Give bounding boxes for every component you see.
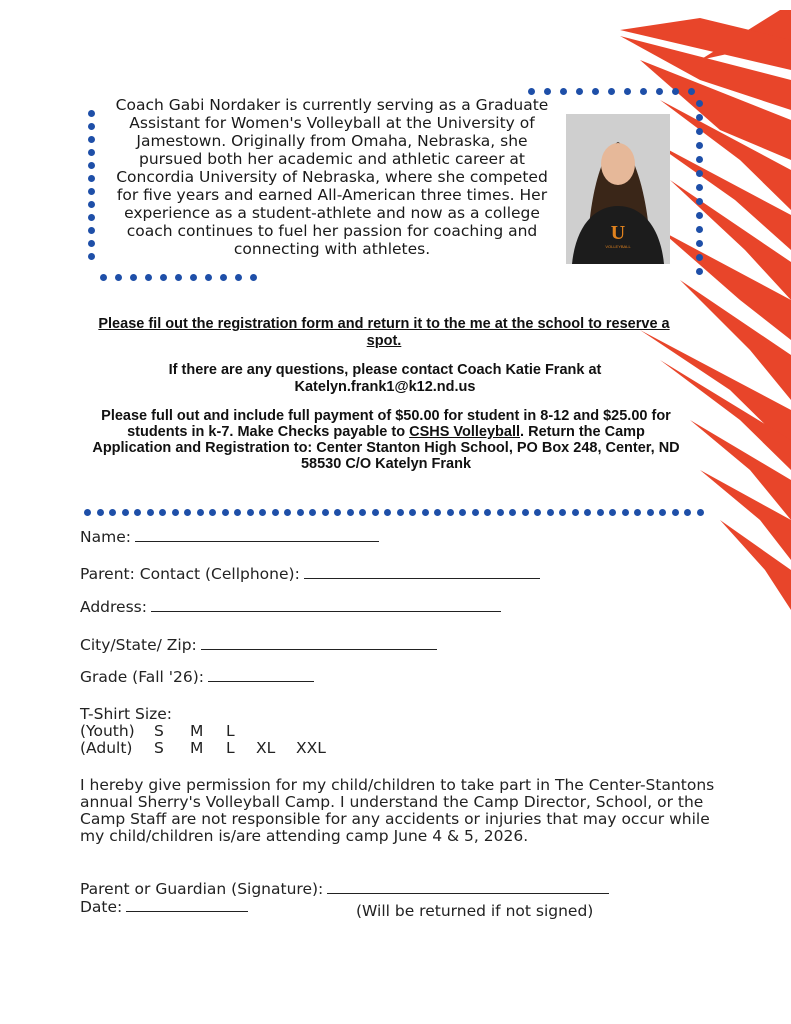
youth-sizes-row: [80, 723, 336, 740]
questions-contact: If there are any questions, please contact Coach Katie Frank at Katelyn.frank1@k12.nd.us: [168, 362, 602, 395]
divider-dot: [459, 509, 466, 516]
youth-label: (Youth): [80, 722, 135, 740]
frame-dot: [115, 274, 122, 281]
adult-size-xxl[interactable]: XXL: [296, 739, 326, 757]
returned-note: (Will be returned if not signed): [356, 902, 594, 920]
frame-dot: [696, 184, 703, 191]
address-field[interactable]: [80, 598, 501, 616]
frame-dot: [250, 274, 257, 281]
frame-dot: [592, 88, 599, 95]
adult-size-xl[interactable]: XL: [256, 739, 276, 757]
divider-dot: [522, 509, 529, 516]
divider-dot: [572, 509, 579, 516]
divider-dot: [634, 509, 641, 516]
frame-dot: [160, 274, 167, 281]
divider-dot: [434, 509, 441, 516]
fill-out-instruction: Please fil out the registration form and return it to the me at the school to reserve a spot.: [98, 316, 670, 349]
frame-dot: [190, 274, 197, 281]
divider-dot: [397, 509, 404, 516]
divider-dot: [359, 509, 366, 516]
frame-dot: [656, 88, 663, 95]
tshirt-size-label: T-Shirt Size:: [80, 705, 173, 723]
frame-dot: [696, 142, 703, 149]
frame-dot: [145, 274, 152, 281]
coach-photo: [566, 114, 670, 264]
divider-dot: [584, 509, 591, 516]
divider-dot: [172, 509, 179, 516]
divider-dot: [247, 509, 254, 516]
divider-dot: [272, 509, 279, 516]
frame-dot: [130, 274, 137, 281]
frame-dot: [100, 274, 107, 281]
youth-size-s[interactable]: S: [154, 722, 164, 740]
divider-dot: [447, 509, 454, 516]
city-state-zip-line[interactable]: [201, 637, 437, 650]
frame-dot: [88, 240, 95, 247]
signature-field[interactable]: [80, 880, 609, 898]
address-label: Address:: [80, 598, 147, 616]
frame-dot: [205, 274, 212, 281]
parent-contact-line[interactable]: [304, 566, 540, 579]
divider-dot: [684, 509, 691, 516]
divider-dot: [197, 509, 204, 516]
divider-dot: [622, 509, 629, 516]
divider-dot: [159, 509, 166, 516]
adult-sizes-row: [80, 740, 336, 757]
divider-dot: [184, 509, 191, 516]
name-label: Name:: [80, 528, 131, 546]
grade-line[interactable]: [208, 669, 314, 682]
frame-dot: [696, 156, 703, 163]
frame-dot: [88, 188, 95, 195]
adult-size-s[interactable]: S: [154, 739, 164, 757]
frame-dot: [624, 88, 631, 95]
frame-dot: [576, 88, 583, 95]
divider-dot: [297, 509, 304, 516]
divider-dot: [409, 509, 416, 516]
divider-dot: [209, 509, 216, 516]
frame-dot: [88, 149, 95, 156]
divider-dot: [384, 509, 391, 516]
frame-dot: [88, 253, 95, 260]
divider-dot: [672, 509, 679, 516]
grade-field[interactable]: [80, 668, 314, 686]
divider-dot: [697, 509, 704, 516]
frame-dot: [560, 88, 567, 95]
signature-label: Parent or Guardian (Signature):: [80, 880, 324, 898]
frame-dot: [88, 214, 95, 221]
frame-dot: [696, 254, 703, 261]
divider-dot: [372, 509, 379, 516]
divider-dot: [347, 509, 354, 516]
payment-payee: CSHS Volleyball: [409, 424, 521, 440]
divider-dot: [84, 509, 91, 516]
frame-dot: [696, 268, 703, 275]
divider-dot: [147, 509, 154, 516]
frame-dot: [640, 88, 647, 95]
divider-dot: [322, 509, 329, 516]
frame-dot: [88, 175, 95, 182]
payment-text-post: . Return the Camp Application and Registration to: Center Stanton High School, PO Box 248, Center, ND 58530 C/O Katelyn Frank: [92, 424, 680, 472]
divider-dot: [497, 509, 504, 516]
divider-dot: [284, 509, 291, 516]
frame-dot: [88, 162, 95, 169]
divider-dot: [309, 509, 316, 516]
divider-dot: [109, 509, 116, 516]
frame-dot: [220, 274, 227, 281]
frame-dot: [608, 88, 615, 95]
frame-dot: [235, 274, 242, 281]
divider-dot: [659, 509, 666, 516]
divider-dot: [134, 509, 141, 516]
signature-line[interactable]: [327, 881, 609, 894]
frame-dot: [696, 226, 703, 233]
frame-dot: [696, 170, 703, 177]
payment-instructions: [86, 408, 686, 472]
divider-dot: [509, 509, 516, 516]
date-label: Date:: [80, 898, 123, 916]
divider-dot: [597, 509, 604, 516]
name-field[interactable]: [80, 528, 379, 546]
grade-label: Grade (Fall '26):: [80, 668, 205, 686]
frame-dot: [175, 274, 182, 281]
frame-dot: [528, 88, 535, 95]
frame-dot: [696, 100, 703, 107]
divider-dot: [422, 509, 429, 516]
divider-dot: [97, 509, 104, 516]
youth-size-m[interactable]: M: [190, 722, 204, 740]
parent-contact-label: Parent: Contact (Cellphone):: [80, 565, 300, 583]
divider-dot: [222, 509, 229, 516]
adult-size-m[interactable]: M: [190, 739, 204, 757]
city-state-zip-field[interactable]: [80, 636, 437, 654]
divider-dot: [534, 509, 541, 516]
divider-dot: [234, 509, 241, 516]
divider-dot: [472, 509, 479, 516]
date-line[interactable]: [126, 899, 248, 912]
divider-dot: [259, 509, 266, 516]
frame-dot: [88, 227, 95, 234]
city-state-zip-label: City/State/ Zip:: [80, 636, 197, 654]
tshirt-size-section: [80, 706, 336, 757]
divider-dot: [484, 509, 491, 516]
parent-contact-field[interactable]: [80, 565, 540, 583]
frame-dot: [696, 198, 703, 205]
adult-label: (Adult): [80, 739, 133, 757]
frame-dot: [696, 128, 703, 135]
dotted-divider: [84, 509, 714, 519]
payment-text-pre: Please full out and include full payment of $50.00 for student in 8-12 and $25.00 for students in k-7. Make Checks payable to: [101, 408, 671, 440]
date-field[interactable]: [80, 898, 248, 916]
frame-dot: [544, 88, 551, 95]
frame-dot: [88, 123, 95, 130]
divider-dot: [547, 509, 554, 516]
frame-dot: [688, 88, 695, 95]
divider-dot: [609, 509, 616, 516]
permission-statement: I hereby give permission for my child/children to take part in The Center-Stantons annual Sherry's Volleyball Camp. I understand the Camp Director, School, or the Camp Staff are not responsible for any accidents or injuries that may occur while my child/children is/are attending camp June 4 & 5, 2026.: [80, 776, 715, 845]
youth-size-l[interactable]: L: [226, 722, 235, 740]
address-line[interactable]: [151, 599, 501, 612]
frame-dot: [696, 212, 703, 219]
adult-size-l[interactable]: L: [226, 739, 235, 757]
frame-dot: [88, 136, 95, 143]
divider-dot: [559, 509, 566, 516]
frame-dot: [696, 114, 703, 121]
frame-dot: [88, 110, 95, 117]
photo-logo: U: [610, 222, 626, 244]
frame-dot: [88, 201, 95, 208]
frame-dot: [672, 88, 679, 95]
photo-caption: VOLLEYBALL: [605, 244, 631, 249]
divider-dot: [647, 509, 654, 516]
divider-dot: [122, 509, 129, 516]
divider-dot: [334, 509, 341, 516]
name-line[interactable]: [135, 529, 379, 542]
coach-bio: Coach Gabi Nordaker is currently serving as a Graduate Assistant for Women's Volleyball at the University of Jamestown. Originally from Omaha, Nebraska, she pursued both her academic and athletic career at Concordia University of Nebraska, where she competed for five years and earned All-American three times. Her experience as a student-athlete and now as a college coach continues to fuel her passion for coaching and connecting with athletes.: [115, 96, 549, 258]
frame-dot: [696, 240, 703, 247]
